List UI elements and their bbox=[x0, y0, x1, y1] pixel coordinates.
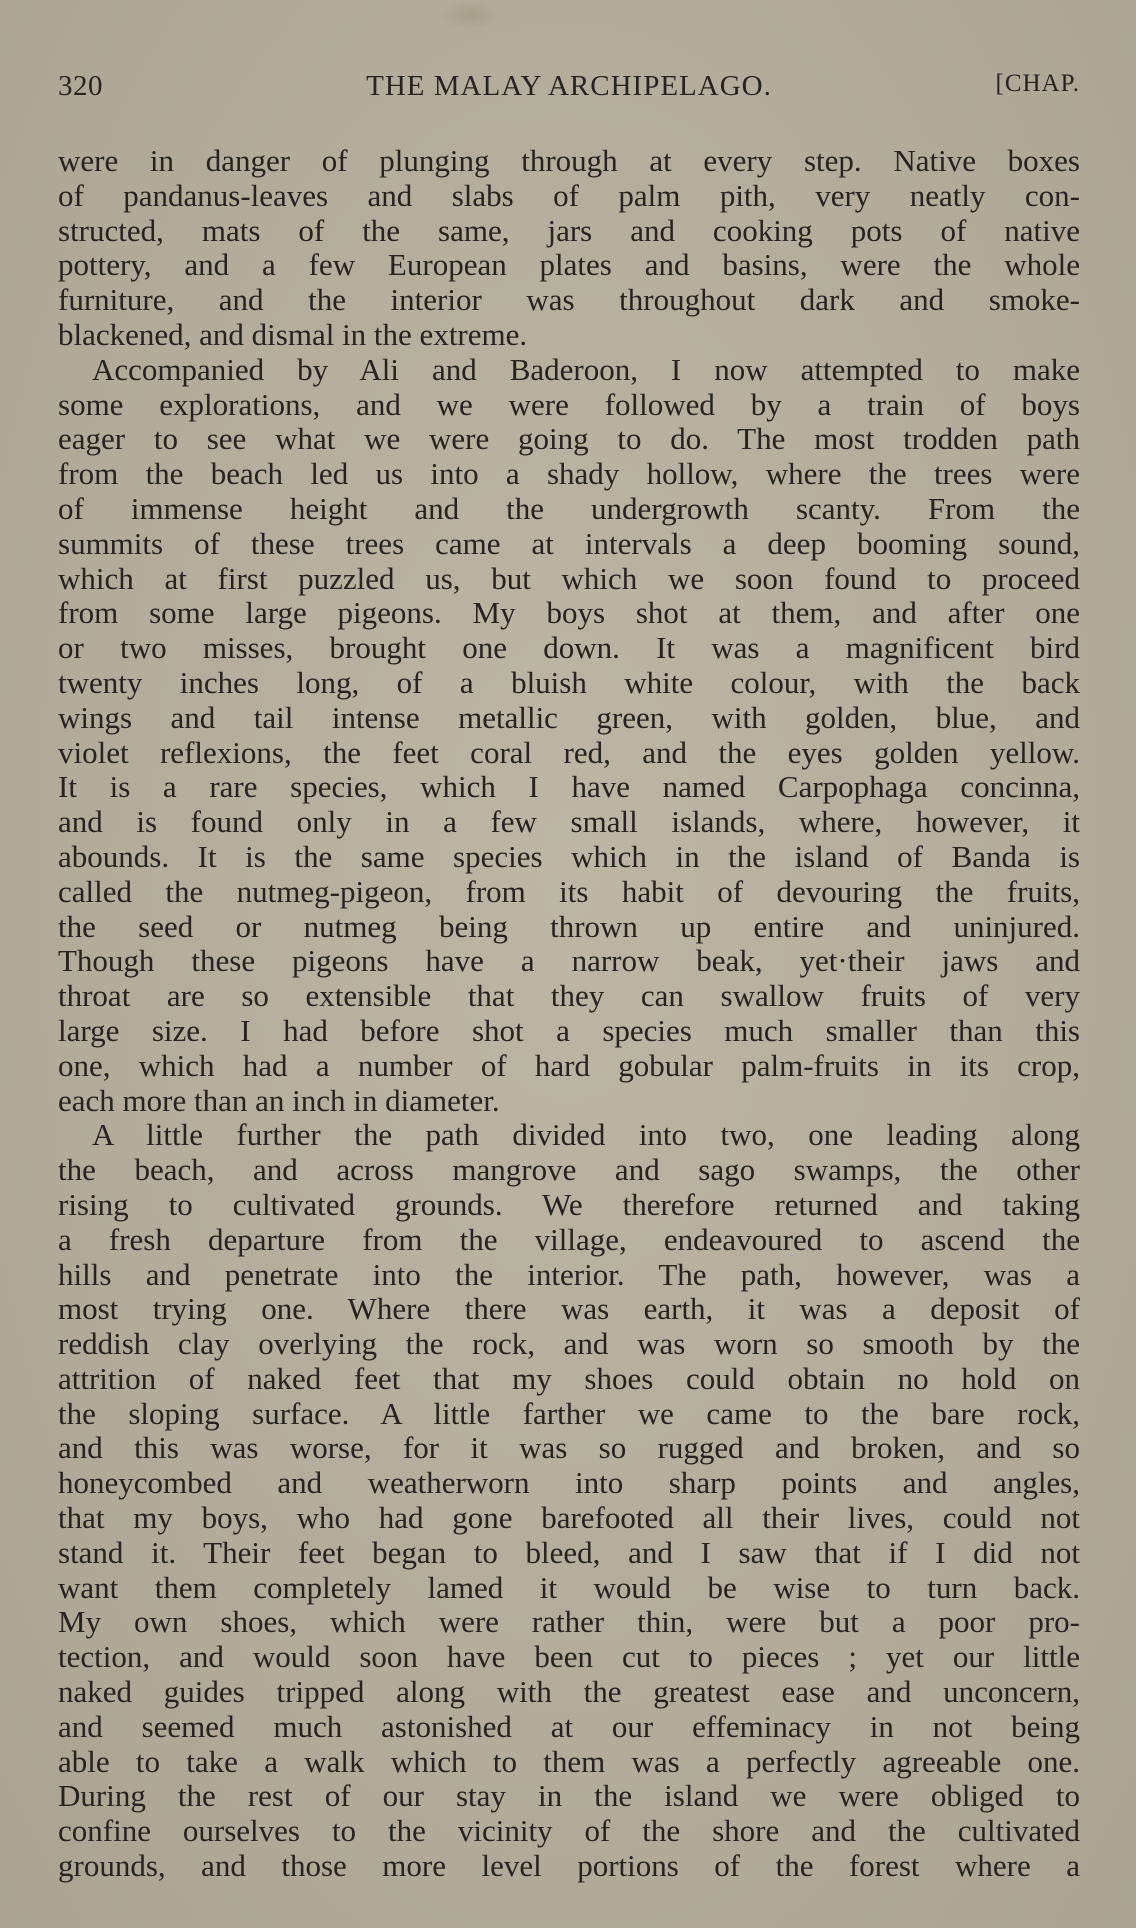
text-line: eager to see what we were going to do. The most trodden path bbox=[58, 422, 1080, 457]
text-line: of pandanus-leaves and slabs of palm pith, very neatly con- bbox=[58, 178, 1080, 213]
text-line: violet reflexions, the feet coral red, and the eyes golden yellow. bbox=[58, 735, 1080, 770]
text-line: want them completely lamed it would be wise to turn back. bbox=[58, 1570, 1080, 1605]
text-line: It is a rare species, which I have named Carpophaga concinna, bbox=[58, 770, 1080, 805]
text-line: blackened, and dismal in the extreme. bbox=[58, 317, 528, 352]
text-line: or two misses, brought one down. It was a magnificent bird bbox=[58, 631, 1080, 666]
text-line: Though these pigeons have a narrow beak, yet·their jaws and bbox=[58, 944, 1080, 979]
text-line: grounds, and those more level portions of the forest where a bbox=[58, 1849, 1080, 1884]
text-line: naked guides tripped along with the greatest ease and unconcern, bbox=[58, 1675, 1080, 1710]
text-line: During the rest of our stay in the island we were obliged to bbox=[58, 1779, 1080, 1814]
text-line: the seed or nutmeg being thrown up entire and uninjured. bbox=[58, 909, 1080, 944]
text-line: were in danger of plunging through at every step. Native boxes bbox=[58, 144, 1080, 178]
text-line: hills and penetrate into the interior. The path, however, was a bbox=[58, 1257, 1080, 1292]
text-line: one, which had a number of hard gobular palm-fruits in its crop, bbox=[58, 1048, 1080, 1083]
body-text bbox=[58, 144, 1080, 1884]
text-line: summits of these trees came at intervals a deep booming sound, bbox=[58, 526, 1080, 561]
text-line: Accompanied by Ali and Baderoon, I now attempted to make bbox=[92, 352, 1080, 387]
text-line: the sloping surface. A little farther we came to the bare rock, bbox=[58, 1396, 1080, 1431]
text-line: and this was worse, for it was so rugged and broken, and so bbox=[58, 1431, 1080, 1466]
text-line: a fresh departure from the village, endeavoured to ascend the bbox=[58, 1222, 1080, 1257]
text-line: confine ourselves to the vicinity of the shore and the cultivated bbox=[58, 1814, 1080, 1849]
text-line: twenty inches long, of a bluish white colour, with the back bbox=[58, 665, 1080, 700]
text-line: attrition of naked feet that my shoes could obtain no hold on bbox=[58, 1361, 1080, 1396]
text-line: pottery, and a few European plates and basins, were the whole bbox=[58, 248, 1080, 283]
text-line: and seemed much astonished at our effeminacy in not being bbox=[58, 1709, 1080, 1744]
text-line: able to take a walk which to them was a perfectly agreeable one. bbox=[58, 1744, 1080, 1779]
text-line: reddish clay overlying the rock, and was worn so smooth by the bbox=[58, 1327, 1080, 1362]
text-line: from some large pigeons. My boys shot at them, and after one bbox=[58, 596, 1080, 631]
book-title: THE MALAY ARCHIPELAGO. bbox=[366, 70, 772, 102]
text-line: My own shoes, which were rather thin, were but a poor pro- bbox=[58, 1605, 1080, 1640]
text-line: wings and tail intense metallic green, with golden, blue, and bbox=[58, 700, 1080, 735]
running-head bbox=[58, 70, 1080, 110]
text-line: the beach, and across mangrove and sago swamps, the other bbox=[58, 1153, 1080, 1188]
page-stain bbox=[440, 0, 500, 30]
text-line: honeycombed and weatherworn into sharp points and angles, bbox=[58, 1466, 1080, 1501]
text-line: and is found only in a few small islands, where, however, it bbox=[58, 805, 1080, 840]
text-line: some explorations, and we were followed by a train of boys bbox=[58, 387, 1080, 422]
text-line: furniture, and the interior was throughout dark and smoke- bbox=[58, 283, 1080, 318]
text-line: A little further the path divided into two, one leading along bbox=[92, 1118, 1080, 1153]
text-line: large size. I had before shot a species much smaller than this bbox=[58, 1013, 1080, 1048]
text-line: abounds. It is the same species which in the island of Banda is bbox=[58, 839, 1080, 874]
text-line: that my boys, who had gone barefooted all their lives, could not bbox=[58, 1501, 1080, 1536]
text-line: tection, and would soon have been cut to pieces ; yet our little bbox=[58, 1640, 1080, 1675]
text-line: throat are so extensible that they can swallow fruits of very bbox=[58, 979, 1080, 1014]
text-line: structed, mats of the same, jars and cooking pots of native bbox=[58, 213, 1080, 248]
chapter-mark: [CHAP. bbox=[995, 70, 1080, 97]
text-line: from the beach led us into a shady hollow, where the trees were bbox=[58, 457, 1080, 492]
text-line: most trying one. Where there was earth, it was a deposit of bbox=[58, 1292, 1080, 1327]
text-line: rising to cultivated grounds. We therefore returned and taking bbox=[58, 1187, 1080, 1222]
text-line: called the nutmeg-pigeon, from its habit of devouring the fruits, bbox=[58, 874, 1080, 909]
text-line: of immense height and the undergrowth scanty. From the bbox=[58, 491, 1080, 526]
text-line: stand it. Their feet began to bleed, and I saw that if I did not bbox=[58, 1535, 1080, 1570]
page-number: 320 bbox=[58, 70, 103, 102]
text-line: which at first puzzled us, but which we soon found to proceed bbox=[58, 561, 1080, 596]
text-line: each more than an inch in diameter. bbox=[58, 1083, 500, 1118]
